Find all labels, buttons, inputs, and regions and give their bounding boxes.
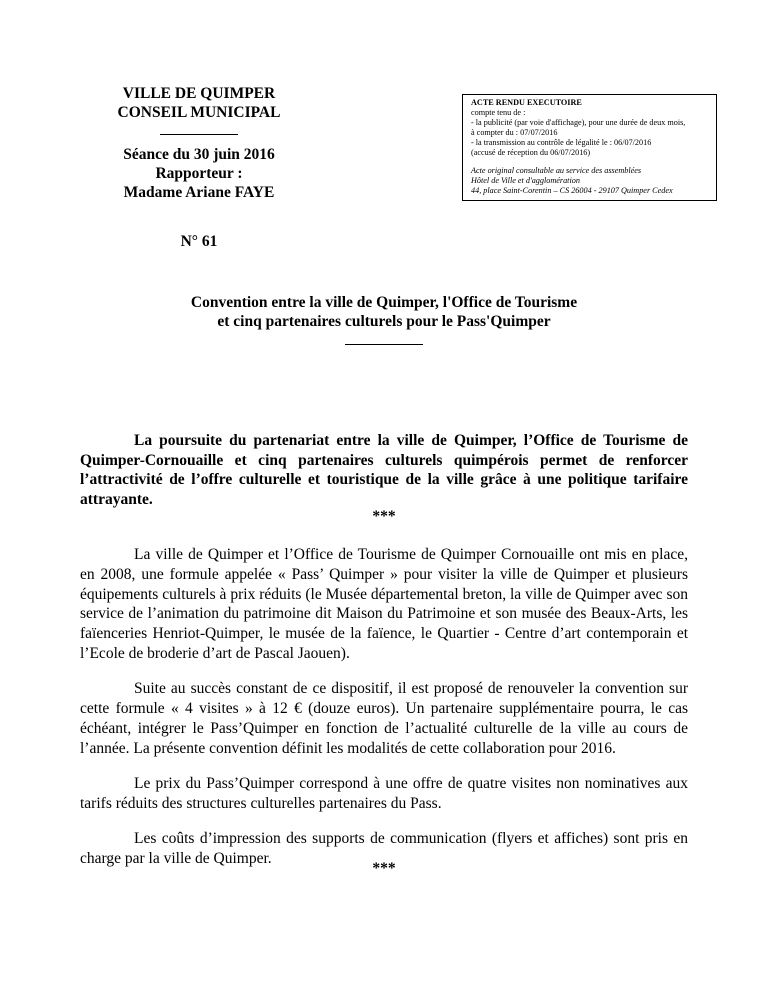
title-divider [345, 344, 423, 345]
executory-line: - la transmission au contrôle de légalité le : 06/07/2016 [471, 138, 652, 147]
title-line: Convention entre la ville de Quimper, l'Office de Tourisme [190, 294, 578, 311]
document-title [100, 293, 668, 345]
section-separator: *** [372, 860, 396, 877]
executory-stamp-box [462, 94, 717, 201]
address-line: Hôtel de Ville et d'agglomération [471, 176, 580, 185]
executory-line: (accusé de réception du 06/07/2016) [471, 148, 591, 157]
rapporteur-name: Madame Ariane FAYE [123, 184, 275, 201]
executory-title: ACTE RENDU EXECUTOIRE [471, 98, 582, 107]
section-separator: *** [372, 508, 396, 525]
paragraph: Suite au succès constant de ce dispositif, il est proposé de renouveler la convention sur cette formule « 4 visites » à 12 € (douze euros). Un partenaire supplémentaire pourra, le cas échéant, intégrer le Pass’Quimper en fonction de l’actualité culturelle de la ville au cours de l’année. La présente convention définit les modalités de cette collaboration pour 2016. [80, 680, 688, 757]
rapporteur-label: Rapporteur : [155, 165, 243, 182]
paragraph: Le prix du Pass’Quimper correspond à une offre de quatre visites non nominatives aux tarifs réduits des structures culturelles partenaires du Pass. [80, 774, 688, 812]
title-line: et cinq partenaires culturels pour le Pass'Quimper [217, 313, 551, 330]
address-line: Acte original consultable au service des assemblées [471, 166, 642, 175]
body-text [80, 545, 688, 884]
org-name: VILLE DE QUIMPER [122, 85, 276, 102]
executory-line: compte tenu de : [471, 108, 526, 117]
council-name: CONSEIL MUNICIPAL [117, 104, 281, 121]
lead-paragraph: La poursuite du partenariat entre la ville de Quimper, l’Office de Tourisme de Quimper-Cornouaille et cinq partenaires culturels quimpérois permet de renforcer l’attractivité de l’offre culturelle et touristique de la ville grâce à une politique tarifaire attrayante. [80, 432, 688, 508]
executory-line: à compter du : 07/07/2016 [471, 128, 558, 137]
paragraph: La ville de Quimper et l’Office de Tourisme de Quimper Cornouaille ont mis en place, en 2008, une formule appelée « Pass’ Quimper » pour visiter la ville de Quimper et plusieurs équipements culturels à prix réduits (le Musée départemental breton, la ville de Quimper avec son service de l’animation du patrimoine dit Maison du Patrimoine et son musée des Beaux-Arts, les faïenceries Henriot-Quimper, le musée de la faïence, le Quartier - Centre d’art contemporain et l’Ecole de broderie d’art de Pascal Jaouen). [80, 546, 688, 662]
deliberation-number: N° 61 [180, 233, 218, 250]
session-date: Séance du 30 juin 2016 [123, 146, 275, 163]
executory-line: - la publicité (par voie d'affichage), pour une durée de deux mois, [471, 118, 686, 127]
header-divider [160, 134, 238, 135]
document-header [80, 84, 318, 251]
address-line: 44, place Saint-Corentin – CS 26004 - 29107 Quimper Cedex [471, 186, 673, 195]
executory-address [471, 166, 708, 196]
paragraph: Les coûts d’impression des supports de communication (flyers et affiches) sont pris en charge par la ville de Quimper. [80, 830, 688, 867]
